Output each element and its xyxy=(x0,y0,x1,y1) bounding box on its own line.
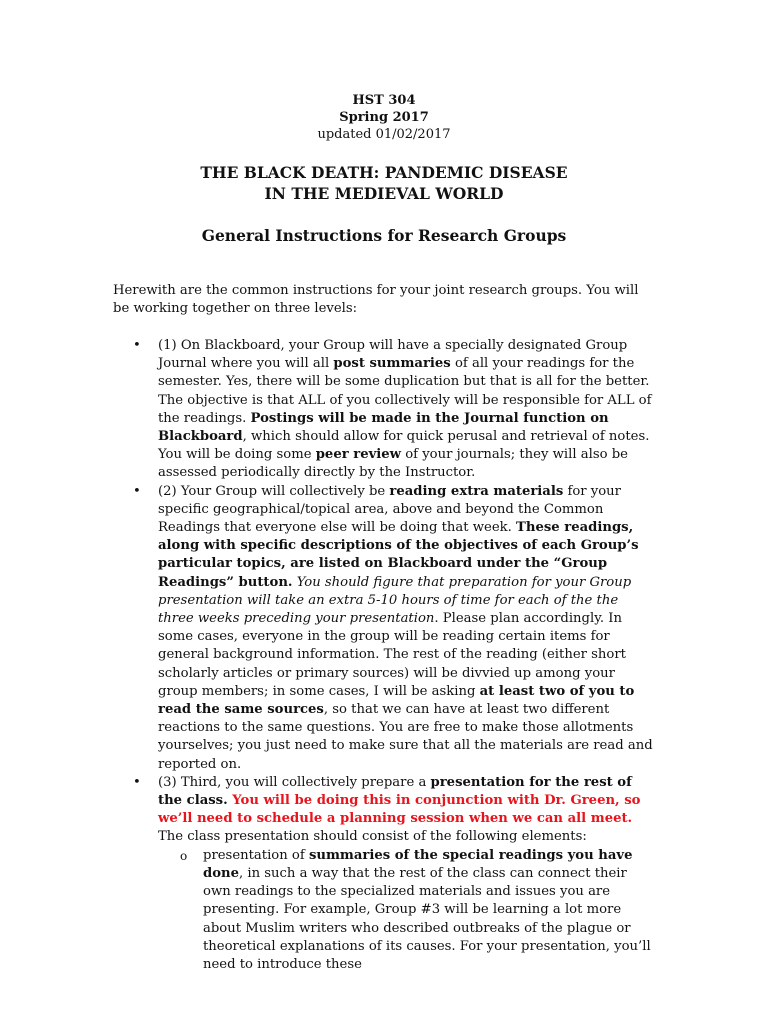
document-title xyxy=(0,162,768,204)
title-line-1: THE BLACK DEATH: PANDEMIC DISEASE xyxy=(200,163,568,182)
bullet3-bold-1: presentation for the rest of the class. xyxy=(158,774,632,809)
subitem1-text-1: presentation of xyxy=(203,847,309,863)
bullet-icon: • xyxy=(133,774,141,790)
list-item-2 xyxy=(0,483,658,774)
bullet2-bold-1: reading extra materials xyxy=(389,483,564,499)
bullet2-bold-2: These readings, along with specific descriptions of the objectives of each Group’s particular topics, are listed on Blackboard under the “Group Readings” button. xyxy=(158,520,639,590)
bullet1-bold-2: Postings will be made in the Journal function on Blackboard xyxy=(158,410,609,445)
bullet2-text-3: . Please plan accordingly. In some cases, everyone in the group will be reading certain items for general background information. The rest of the reading (either short scholarly articles or primary sources) will be divvied up among your group members; in some cases, I will be asking xyxy=(158,611,626,699)
subitem1-bold-1: summaries of the special readings you have done xyxy=(203,847,633,881)
bullet2-bold-3: at least two of you to read the same sources xyxy=(158,683,635,718)
instruction-list xyxy=(0,337,768,974)
bullet1-bold-3: peer review xyxy=(315,447,401,463)
bullet-icon: • xyxy=(133,338,141,353)
bullet3-text-2: The class presentation should consist of the following elements: xyxy=(158,829,587,845)
subitem1-text-2: , in such a way that the rest of the class can connect their own readings to the specialized materials and issues you are presenting. For example, Group #3 will be learning a lot more about Muslim writers who described outbreaks of the plague or theoretical explanations of its causes. For your presentation, you’ll need to introduce these xyxy=(203,865,651,972)
bullet1-text-2: of all your readings for the semester. Yes, there will be some duplication but that is all for the better. The objective is that ALL of you collectively will be responsible for ALL of the readings. xyxy=(158,356,652,426)
sub-list-item-1 xyxy=(158,847,658,974)
bullet3-text-1: (3) Third, you will collectively prepare a xyxy=(158,774,431,790)
intro-paragraph: Herewith are the common instructions for your joint research groups. You will be working together on three levels: xyxy=(113,283,639,317)
bullet-icon: • xyxy=(133,483,141,499)
bullet1-text-4: of your journals; they will also be assessed periodically directly by the Instructor. xyxy=(158,447,628,481)
bullet2-text-1: (2) Your Group will collectively be xyxy=(158,483,390,499)
list-item-3 xyxy=(0,774,658,974)
title-line-2: IN THE MEDIEVAL WORLD xyxy=(264,184,504,203)
bullet2-text-4: , so that we can have at least two different reactions to the same questions. You are free to make those allotments yourselves; you just need to make sure that all the materials are read and reported on. xyxy=(158,702,653,772)
bullet3-red-notice: You will be doing this in conjunction with Dr. Green, so we’ll need to schedule a planning session when we can all meet. xyxy=(158,793,641,827)
bullet1-text-3: , which should allow for quick perusal and retrieval of notes. You will be doing some xyxy=(158,429,650,463)
course-term: Spring 2017 xyxy=(339,110,429,125)
bullet1-bold-1: post summaries xyxy=(333,356,451,372)
bullet1-text-1: (1) On Blackboard, your Group will have a specially designated Group Journal where you will all xyxy=(158,338,628,372)
course-code: HST 304 xyxy=(352,93,416,108)
document-subtitle: General Instructions for Research Groups xyxy=(201,226,567,245)
bullet2-italic-1: You should figure that preparation for your Group presentation will take an extra 5-10 hours of time for each of the the three weeks preceding your presentation xyxy=(158,574,632,627)
list-item-1 xyxy=(0,337,658,483)
sub-bullet-icon: o xyxy=(180,848,188,863)
bullet2-text-2: for your specific geographical/topical area, above and beyond the Common Readings that everyone else will be doing that week. xyxy=(158,483,621,536)
updated-date: updated 01/02/2017 xyxy=(317,127,451,142)
course-info xyxy=(0,92,768,143)
